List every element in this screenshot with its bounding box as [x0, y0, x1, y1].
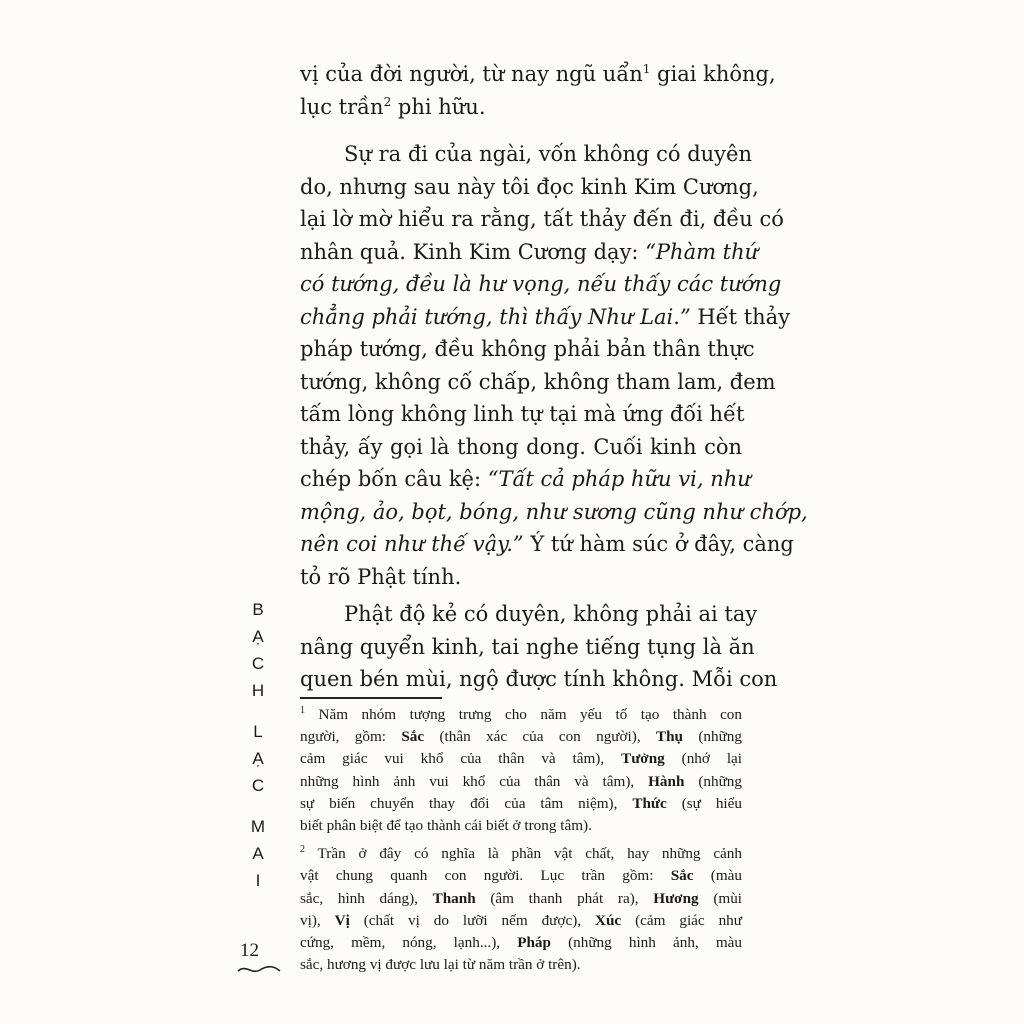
footnote-line: cảm giác vui khổ của thân và tâm), Tưởng (nhớ lại [300, 750, 742, 768]
spine-book-title [248, 596, 268, 894]
body-line: quen bén mùi, ngộ được tính không. Mỗi con [300, 667, 778, 691]
footnote-line: sắc, hương vị được lưu lại từ năm trần ở trên). [300, 956, 581, 974]
spine-gap [248, 799, 268, 813]
page-number-swash-icon [236, 962, 282, 976]
footnote-rule [300, 697, 442, 699]
body-line: nên coi như thế vậy.” Ý tứ hàm súc ở đây, càng [300, 532, 794, 556]
footnote-2 [300, 843, 742, 976]
body-line: vị của đời người, từ nay ngũ uẩn$^1$ giai không, [300, 62, 776, 86]
footnote-line: cứng, mềm, nóng, lạnh...), Pháp (những hình ảnh, màu [300, 934, 742, 952]
spine-letter: Ạ [252, 749, 264, 768]
spine-gap [248, 704, 268, 718]
spine-letter: M [250, 817, 266, 836]
body-line: tỏ rõ Phật tính. [300, 564, 462, 589]
spine-letter: H [251, 681, 265, 700]
body-line: nâng quyển kinh, tai nghe tiếng tụng là ăn [300, 634, 755, 659]
spine-letter: L [253, 722, 263, 741]
footnote-line: người, gồm: Sắc (thân xác của con người), Thụ (những [300, 728, 742, 746]
body-line: Sự ra đi của ngài, vốn không có duyên [344, 142, 753, 166]
footnote-line: $^2$ Trần ở đây có nghĩa là phần vật chất, hay những cảnh [300, 844, 742, 863]
body-line: Phật độ kẻ có duyên, không phải ai tay [344, 602, 758, 626]
footnote-1 [300, 704, 742, 837]
spine-letter: B [252, 600, 264, 619]
footnote-line: vật chung quanh con người. Lục trần gồm: Sắc (màu [300, 867, 742, 885]
footnote-line: sự biến chuyển thay đổi của tâm niệm), Thức (sự hiểu [300, 794, 742, 812]
body-line: chép bốn câu kệ: “Tất cả pháp hữu vi, như [300, 467, 751, 491]
spine-letter: Ạ [252, 627, 264, 646]
body-line: có tướng, đều là hư vọng, nếu thấy các tướng [300, 272, 782, 296]
body-line: nhân quả. Kinh Kim Cương dạy: “Phàm thứ [300, 239, 759, 264]
spine-letter: I [255, 871, 261, 890]
body-line: lục trần$^2$ phi hữu. [300, 94, 486, 119]
paragraph-continuation [300, 58, 776, 123]
paragraph-phat-do [300, 598, 778, 696]
body-line: lại lờ mờ hiểu ra rằng, tất thảy đến đi, đều có [300, 207, 784, 231]
body-line: do, nhưng sau này tôi đọc kinh Kim Cương, [300, 174, 759, 199]
footnotes [300, 704, 742, 982]
body-line: chẳng phải tướng, thì thấy Như Lai.” Hết thảy [300, 304, 791, 329]
footnote-line: những hình ảnh vui khổ của thân và tâm), Hành (những [300, 772, 742, 790]
paragraph-kim-cuong [300, 138, 808, 593]
body-line: thảy, ấy gọi là thong dong. Cuối kinh còn [300, 434, 742, 459]
footnote-line: sắc, hình dáng), Thanh (âm thanh phát ra), Hương (mùi [300, 889, 743, 907]
body-line: tấm lòng không linh tự tại mà ứng đối hết [300, 402, 745, 426]
body-line: mộng, ảo, bọt, bóng, như sương cũng như chớp, [300, 499, 808, 524]
body-line: tướng, không cố chấp, không tham lam, đem [300, 369, 776, 394]
footnote-line: vị), Vị (chất vị do lưỡi nếm được), Xúc (cảm giác như [300, 911, 743, 929]
body-line: pháp tướng, đều không phải bản thân thực [300, 337, 755, 361]
page-number: 12 [240, 940, 259, 961]
spine-letter: C [251, 654, 265, 673]
spine-letter: C [251, 776, 265, 795]
footnote-line: $^1$ Năm nhóm tượng trưng cho năm yếu tố tạo thành con [300, 705, 742, 723]
spine-letter: A [252, 844, 264, 863]
footnote-line: biết phân biệt để tạo thành cái biết ở trong tâm). [300, 817, 592, 835]
